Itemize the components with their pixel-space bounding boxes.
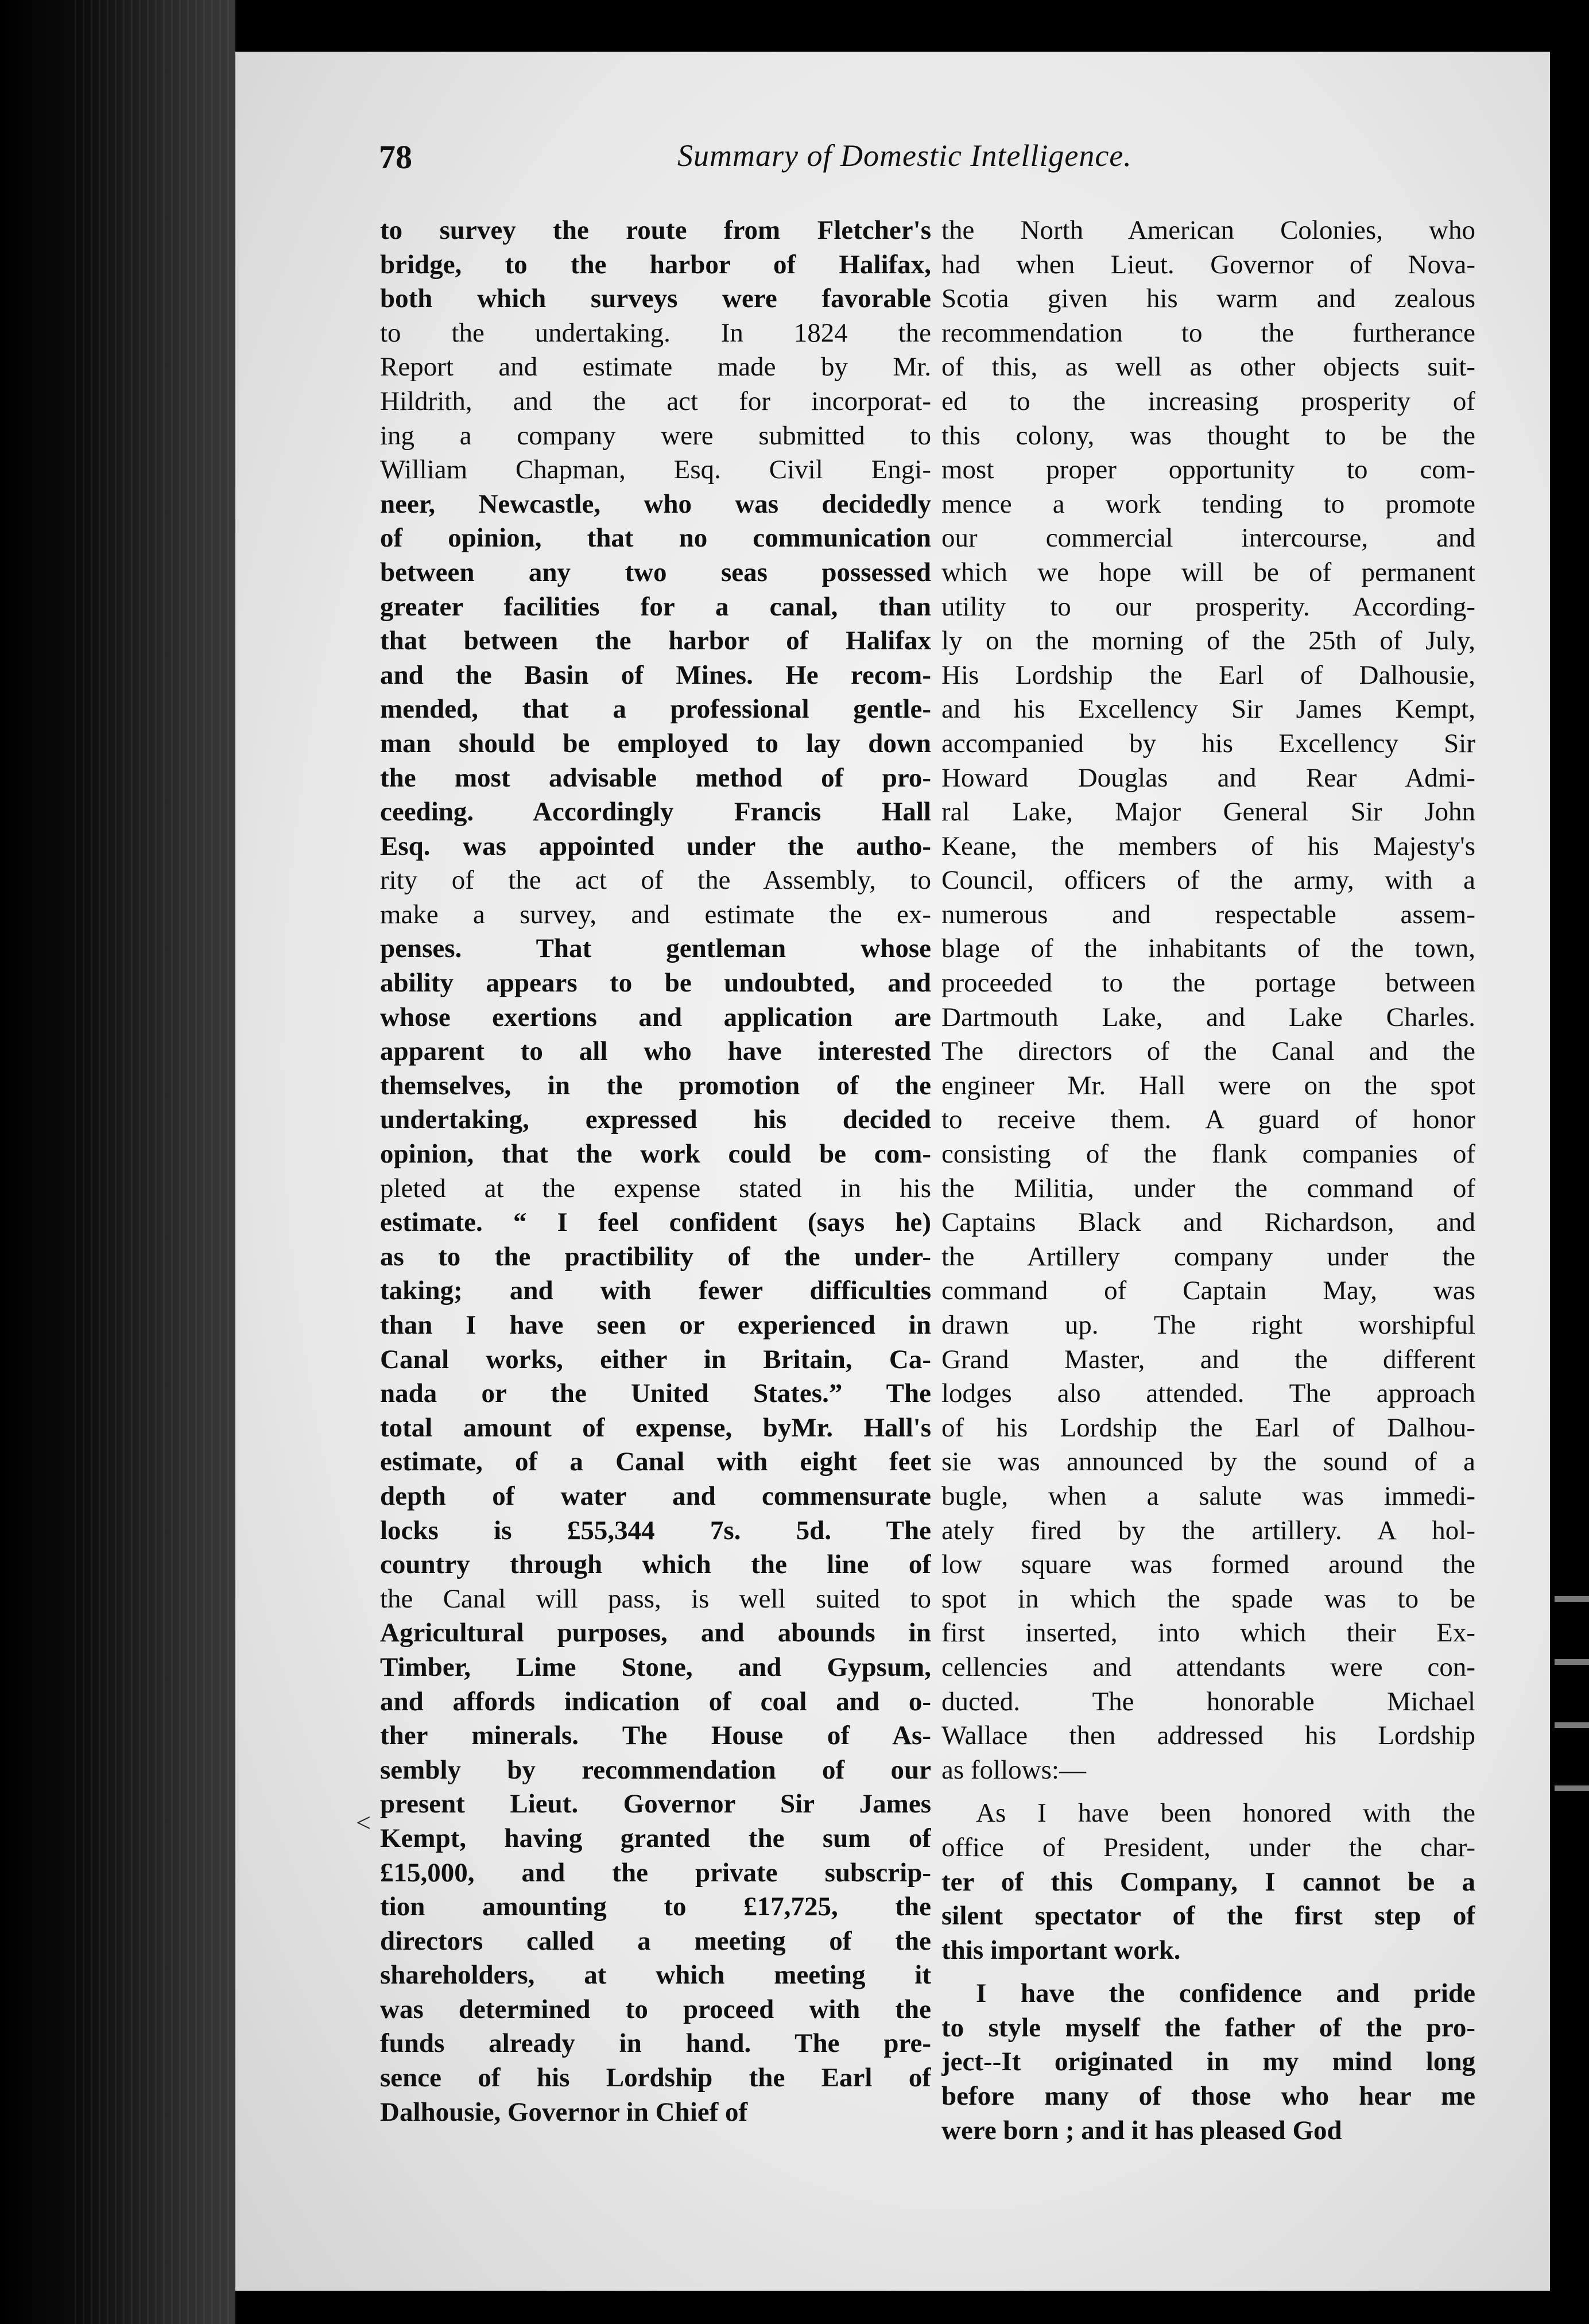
text-line: of his Lordship the Earl of Dalhou- bbox=[941, 1412, 1475, 1443]
text-line: directors called a meeting of the bbox=[380, 1926, 931, 1956]
text-line: greater facilities for a canal, than bbox=[380, 591, 931, 622]
text-line: to receive them. A guard of honor bbox=[941, 1105, 1475, 1135]
text-line: had when Lieut. Governor of Nova- bbox=[941, 249, 1475, 280]
text-line: both which surveys were favorable bbox=[380, 284, 931, 314]
text-line: apparent to all who have interested bbox=[380, 1036, 931, 1067]
text-line: cellencies and attendants were con- bbox=[941, 1652, 1475, 1682]
text-line: locks is £55,344 7s. 5d. The bbox=[380, 1515, 931, 1546]
text-line: the North American Colonies, who bbox=[941, 215, 1475, 245]
text-line: estimate, of a Canal with eight feet bbox=[380, 1447, 931, 1477]
text-line: accompanied by his Excellency Sir bbox=[941, 728, 1475, 758]
text-line: to style myself the father of the pro- bbox=[941, 2012, 1475, 2043]
text-line: mence a work tending to promote bbox=[941, 489, 1475, 519]
text-line: ed to the increasing prosperity of bbox=[941, 386, 1475, 416]
text-line: consisting of the flank companies of bbox=[941, 1139, 1475, 1169]
text-line: Agricultural purposes, and abounds in bbox=[380, 1618, 931, 1648]
text-line: tion amounting to £17,725, the bbox=[380, 1892, 931, 1922]
facing-page-edge bbox=[1549, 0, 1589, 2324]
text-line: funds already in hand. The pre- bbox=[380, 2028, 931, 2059]
text-line: ther minerals. The House of As- bbox=[380, 1721, 931, 1751]
text-line: Keane, the members of his Majesty's bbox=[941, 831, 1475, 861]
text-line: and the Basin of Mines. He recom- bbox=[380, 660, 931, 690]
text-line: Dartmouth Lake, and Lake Charles. bbox=[941, 1002, 1475, 1032]
text-line: ing a company were submitted to bbox=[380, 420, 931, 451]
text-line: ral Lake, Major General Sir John bbox=[941, 797, 1475, 827]
text-line: themselves, in the promotion of the bbox=[380, 1070, 931, 1101]
text-line: low square was formed around the bbox=[941, 1550, 1475, 1580]
text-line: the Militia, under the command of bbox=[941, 1173, 1475, 1203]
text-line: I have the confidence and pride bbox=[976, 1978, 1475, 2009]
text-line: undertaking, expressed his decided bbox=[380, 1105, 931, 1135]
text-line: between any two seas possessed bbox=[380, 557, 931, 587]
text-line: engineer Mr. Hall were on the spot bbox=[941, 1070, 1475, 1101]
text-line: As I have been honored with the bbox=[976, 1798, 1475, 1829]
text-line: nada or the United States.” The bbox=[380, 1378, 931, 1409]
text-line: silent spectator of the first step of bbox=[941, 1901, 1475, 1931]
text-line: mended, that a professional gentle- bbox=[380, 694, 931, 725]
text-line: utility to our prosperity. According- bbox=[941, 591, 1475, 622]
text-line: office of President, under the char- bbox=[941, 1832, 1475, 1862]
text-line: Dalhousie, Governor in Chief of bbox=[380, 2097, 748, 2127]
text-line: opinion, that the work could be com- bbox=[380, 1139, 931, 1169]
text-line: taking; and with fewer difficulties bbox=[380, 1276, 931, 1306]
text-line: that between the harbor of Halifax bbox=[380, 626, 931, 656]
facing-page-sliver bbox=[1555, 1596, 1589, 1791]
text-line: before many of those who hear me bbox=[941, 2081, 1475, 2112]
text-line: ject--It originated in my mind long bbox=[941, 2047, 1475, 2077]
text-line: make a survey, and estimate the ex- bbox=[380, 899, 931, 929]
text-line: to the undertaking. In 1824 the bbox=[380, 317, 931, 348]
text-line: numerous and respectable assem- bbox=[941, 899, 1475, 929]
text-line: William Chapman, Esq. Civil Engi- bbox=[380, 455, 931, 485]
text-line: Scotia given his warm and zealous bbox=[941, 284, 1475, 314]
text-line: shareholders, at which meeting it bbox=[380, 1960, 931, 1990]
text-line: lodges also attended. The approach bbox=[941, 1378, 1475, 1409]
text-line: Wallace then addressed his Lordship bbox=[941, 1721, 1475, 1751]
text-line: ly on the morning of the 25th of July, bbox=[941, 626, 1475, 656]
text-line: drawn up. The right worshipful bbox=[941, 1310, 1475, 1340]
text-line: recommendation to the furtherance bbox=[941, 317, 1475, 348]
text-line: most proper opportunity to com- bbox=[941, 455, 1475, 485]
binding-texture bbox=[75, 0, 230, 2324]
text-line: total amount of expense, byMr. Hall's bbox=[380, 1412, 931, 1443]
text-line: ducted. The honorable Michael bbox=[941, 1686, 1475, 1717]
text-line: ter of this Company, I cannot be a bbox=[941, 1866, 1475, 1897]
text-line: as follows:— bbox=[941, 1754, 1086, 1785]
text-line: the most advisable method of pro- bbox=[380, 762, 931, 793]
text-line: as to the practibility of the under- bbox=[380, 1241, 931, 1272]
text-line: Council, officers of the army, with a bbox=[941, 865, 1475, 896]
text-line: and affords indication of coal and o- bbox=[380, 1686, 931, 1717]
text-line: were born ; and it has pleased God bbox=[941, 2115, 1342, 2145]
text-line: present Lieut. Governor Sir James bbox=[380, 1789, 931, 1819]
text-line: His Lordship the Earl of Dalhousie, bbox=[941, 660, 1475, 690]
text-line: whose exertions and application are bbox=[380, 1002, 931, 1032]
text-line: Captains Black and Richardson, and bbox=[941, 1207, 1475, 1238]
right-text-column bbox=[941, 214, 1475, 2148]
text-line: the Canal will pass, is well suited to bbox=[380, 1583, 931, 1614]
text-line: sie was announced by the sound of a bbox=[941, 1447, 1475, 1477]
text-line: rity of the act of the Assembly, to bbox=[380, 865, 931, 896]
text-line: sembly by recommendation of our bbox=[380, 1754, 931, 1785]
text-line: bugle, when a salute was immedi- bbox=[941, 1481, 1475, 1511]
text-line: than I have seen or experienced in bbox=[380, 1310, 931, 1340]
text-line: £15,000, and the private subscrip- bbox=[380, 1857, 931, 1888]
text-line: bridge, to the harbor of Halifax, bbox=[380, 249, 931, 280]
text-line: country through which the line of bbox=[380, 1550, 931, 1580]
text-line: The directors of the Canal and the bbox=[941, 1036, 1475, 1067]
text-line: command of Captain May, was bbox=[941, 1276, 1475, 1306]
text-line: and his Excellency Sir James Kempt, bbox=[941, 694, 1475, 725]
text-line: spot in which the spade was to be bbox=[941, 1583, 1475, 1614]
text-line: ately fired by the artillery. A hol- bbox=[941, 1515, 1475, 1546]
text-line: Canal works, either in Britain, Ca- bbox=[380, 1344, 931, 1374]
text-line: Howard Douglas and Rear Admi- bbox=[941, 762, 1475, 793]
text-line: which we hope will be of permanent bbox=[941, 557, 1475, 587]
text-line: blage of the inhabitants of the town, bbox=[941, 934, 1475, 964]
text-line: Report and estimate made by Mr. bbox=[380, 352, 931, 382]
text-line: Esq. was appointed under the autho- bbox=[380, 831, 931, 861]
text-line: of this, as well as other objects suit- bbox=[941, 352, 1475, 382]
text-line: ceeding. Accordingly Francis Hall bbox=[380, 797, 931, 827]
text-line: Hildrith, and the act for incorporat- bbox=[380, 386, 931, 416]
text-line: the Artillery company under the bbox=[941, 1241, 1475, 1272]
text-line: sence of his Lordship the Earl of bbox=[380, 2063, 931, 2093]
text-line: depth of water and commensurate bbox=[380, 1481, 931, 1511]
text-line: this important work. bbox=[941, 1935, 1181, 1965]
running-head bbox=[379, 138, 1240, 189]
text-line: first inserted, into which their Ex- bbox=[941, 1618, 1475, 1648]
text-line: Timber, Lime Stone, and Gypsum, bbox=[380, 1652, 931, 1682]
text-line: Grand Master, and the different bbox=[941, 1344, 1475, 1374]
text-line: ability appears to be undoubted, and bbox=[380, 968, 931, 998]
text-line: of opinion, that no communication bbox=[380, 523, 931, 553]
text-line: penses. That gentleman whose bbox=[380, 934, 931, 964]
left-text-column bbox=[380, 214, 931, 2129]
text-line: man should be employed to lay down bbox=[380, 728, 931, 758]
text-line: neer, Newcastle, who was decidedly bbox=[380, 489, 931, 519]
text-line: Kempt, having granted the sum of bbox=[380, 1823, 931, 1853]
text-line: proceeded to the portage between bbox=[941, 968, 1475, 998]
text-line: this colony, was thought to be the bbox=[941, 420, 1475, 451]
page-number: 78 bbox=[379, 138, 412, 176]
text-line: to survey the route from Fletcher's bbox=[380, 215, 931, 245]
margin-mark: < bbox=[356, 1808, 371, 1837]
text-line: our commercial intercourse, and bbox=[941, 523, 1475, 553]
text-line: was determined to proceed with the bbox=[380, 1994, 931, 2024]
text-line: estimate. “ I feel confident (says he) bbox=[380, 1207, 931, 1238]
text-line: pleted at the expense stated in his bbox=[380, 1173, 931, 1203]
running-title: Summary of Domestic Intelligence. bbox=[677, 138, 1132, 173]
